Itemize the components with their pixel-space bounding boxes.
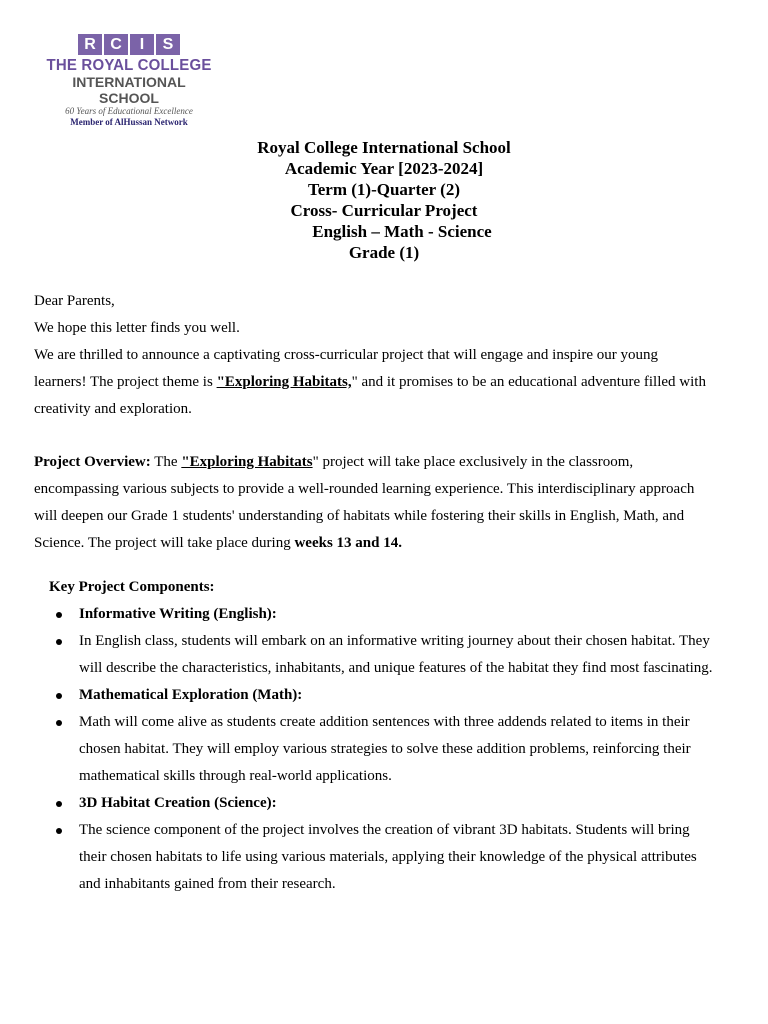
school-logo — [46, 34, 212, 128]
list-item-text: In English class, students will embark on an informative writing journey about their chosen habitat. They will describe the characteristics, inhabitants, and unique features of the habitat they find most fascinating. — [79, 633, 713, 676]
list-item-text: Mathematical Exploration (Math): — [79, 687, 303, 703]
logo-school-name-line1: THE ROYAL COLLEGE — [46, 56, 212, 75]
list-item-text: Math will come alive as students create addition sentences with three addends related to items in their chosen habitat. They will employ various strategies to solve these addition problems, reinforcing their mathematical skills through real-world applications. — [79, 714, 691, 784]
list-item — [34, 790, 714, 817]
bullet-icon — [56, 801, 62, 807]
bullet-icon — [56, 612, 62, 618]
greeting: Dear Parents, — [34, 293, 115, 309]
overview-paragraph — [34, 449, 714, 557]
wish-line: We hope this letter finds you well. — [34, 320, 240, 336]
logo-network: Member of AlHussan Network — [70, 117, 188, 127]
components-title: Key Project Components: — [49, 579, 215, 595]
list-item-text: Informative Writing (English): — [79, 606, 277, 622]
grade-level: Grade (1) — [348, 243, 420, 262]
logo-school-name-line2: INTERNATIONAL SCHOOL — [72, 74, 186, 106]
list-item — [34, 601, 714, 628]
list-item — [34, 817, 714, 898]
term-quarter: Term (1)-Quarter (2) — [307, 180, 460, 199]
key-components — [34, 574, 714, 898]
bullet-icon — [56, 693, 62, 699]
school-name: Royal College International School — [257, 138, 511, 157]
components-list — [34, 601, 714, 898]
bullet-icon — [56, 720, 62, 726]
letter-heading — [0, 137, 768, 263]
list-item — [34, 628, 714, 682]
bullet-icon — [56, 639, 62, 645]
logo-letter: I — [130, 34, 154, 55]
overview-label: Project Overview: — [34, 454, 151, 470]
letter-intro — [34, 288, 714, 423]
logo-letter-blocks — [46, 34, 212, 55]
overview-theme: "Exploring Habitats — [181, 454, 313, 470]
intro-text-a: We are thrilled to announce a captivating cross-curricular project that will engage and inspire our young learners! The project theme is — [34, 347, 658, 390]
overview-period: . — [398, 535, 402, 551]
logo-letter: C — [104, 34, 128, 55]
project-weeks: weeks 13 and 14 — [294, 535, 399, 551]
overview-text-b: " project will take place exclusively in the classroom, encompassing various subjects to provide a well-rounded learning experience. This interdisciplinary approach will deepen our Grade 1 students' understanding of habitats while fostering their skills in English, Math, and Science. The project will take place during — [34, 454, 695, 551]
list-item-text: The science component of the project involves the creation of vibrant 3D habitats. Students will bring their chosen habitats to life using various materials, applying their knowledge of the physical attributes and inhabitants gained from their research. — [79, 822, 697, 892]
bullet-icon — [56, 828, 62, 834]
logo-letter: S — [156, 34, 180, 55]
academic-year: Academic Year [2023-2024] — [284, 159, 484, 178]
logo-letter: R — [78, 34, 102, 55]
project-type: Cross- Curricular Project — [290, 201, 478, 220]
project-theme: "Exploring Habitats, — [216, 374, 352, 390]
intro-paragraph — [34, 342, 714, 423]
project-overview — [34, 449, 714, 557]
logo-tagline: 60 Years of Educational Excellence — [65, 106, 193, 116]
list-item — [34, 709, 714, 790]
list-item-text: 3D Habitat Creation (Science): — [79, 795, 277, 811]
overview-text-a: The — [150, 454, 182, 470]
project-subjects: English – Math - Science — [312, 222, 492, 241]
intro-text-b: " and it promises to be an educational adventure filled with creativity and exploration. — [34, 374, 706, 417]
list-item — [34, 682, 714, 709]
